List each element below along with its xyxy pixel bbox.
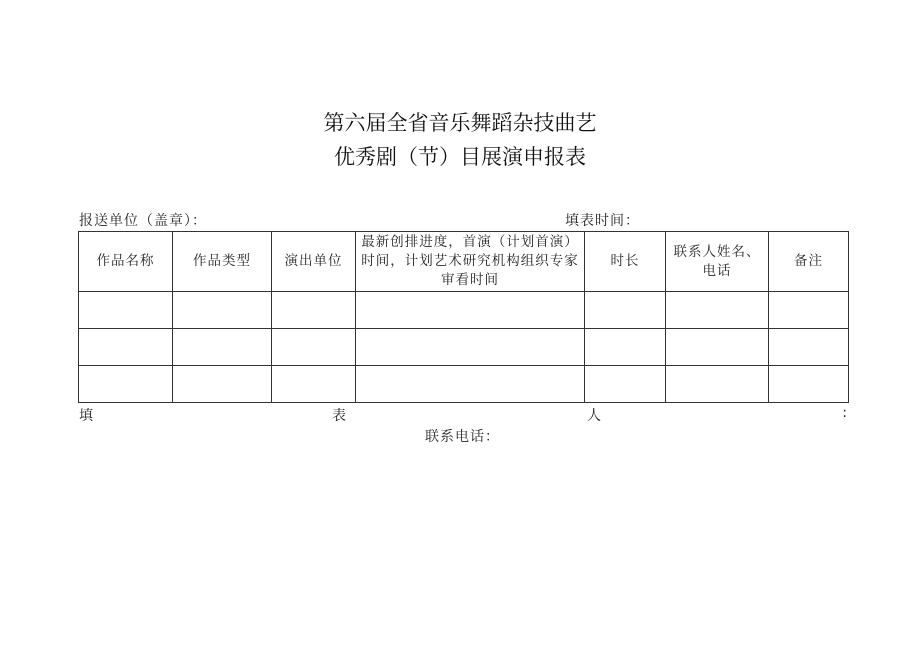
table-cell[interactable] [666,329,769,366]
header-work-name: 作品名称 [79,232,173,292]
table-cell[interactable] [769,366,849,403]
filled-by-char-2: 表 [332,408,346,424]
table-cell[interactable] [666,366,769,403]
filled-by-char-3: 人 [587,408,601,424]
table-cell[interactable] [585,366,666,403]
table-cell[interactable] [272,366,356,403]
header-duration: 时长 [585,232,666,292]
table-row [79,292,849,329]
table-cell[interactable] [173,366,272,403]
title-line-1: 第六届全省音乐舞蹈杂技曲艺 [323,111,597,135]
table-row [79,329,849,366]
form-title [0,106,920,174]
contact-phone-label: 联系电话： [425,429,500,445]
header-work-type: 作品类型 [173,232,272,292]
title-line-2: 优秀剧（节）目展演申报表 [334,145,586,169]
header-remarks: 备注 [769,232,849,292]
table-cell[interactable] [769,329,849,366]
fill-date-label: 填表时间： [565,213,640,229]
filled-by-label [79,405,847,425]
table-cell[interactable] [356,366,585,403]
filled-by-colon: : [842,405,847,421]
table-cell[interactable] [173,329,272,366]
table-header-row [79,232,849,292]
table-cell[interactable] [79,329,173,366]
header-progress-schedule: 最新创排进度，首演（计划首演）时间，计划艺术研究机构组织专家审看时间 [356,232,585,292]
table-cell[interactable] [585,329,666,366]
table-cell[interactable] [666,292,769,329]
reporting-unit-label: 报送单位（盖章）： [79,213,207,229]
table-row [79,366,849,403]
header-performing-unit: 演出单位 [272,232,356,292]
table-cell[interactable] [79,366,173,403]
header-contact: 联系人姓名、电话 [666,232,769,292]
table-cell[interactable] [173,292,272,329]
table-cell[interactable] [79,292,173,329]
table-cell[interactable] [356,329,585,366]
table-cell[interactable] [585,292,666,329]
table-cell[interactable] [272,329,356,366]
table-cell[interactable] [272,292,356,329]
table-cell[interactable] [356,292,585,329]
filled-by-char-1: 填 [79,408,93,424]
table-cell[interactable] [769,292,849,329]
application-table [78,231,849,403]
